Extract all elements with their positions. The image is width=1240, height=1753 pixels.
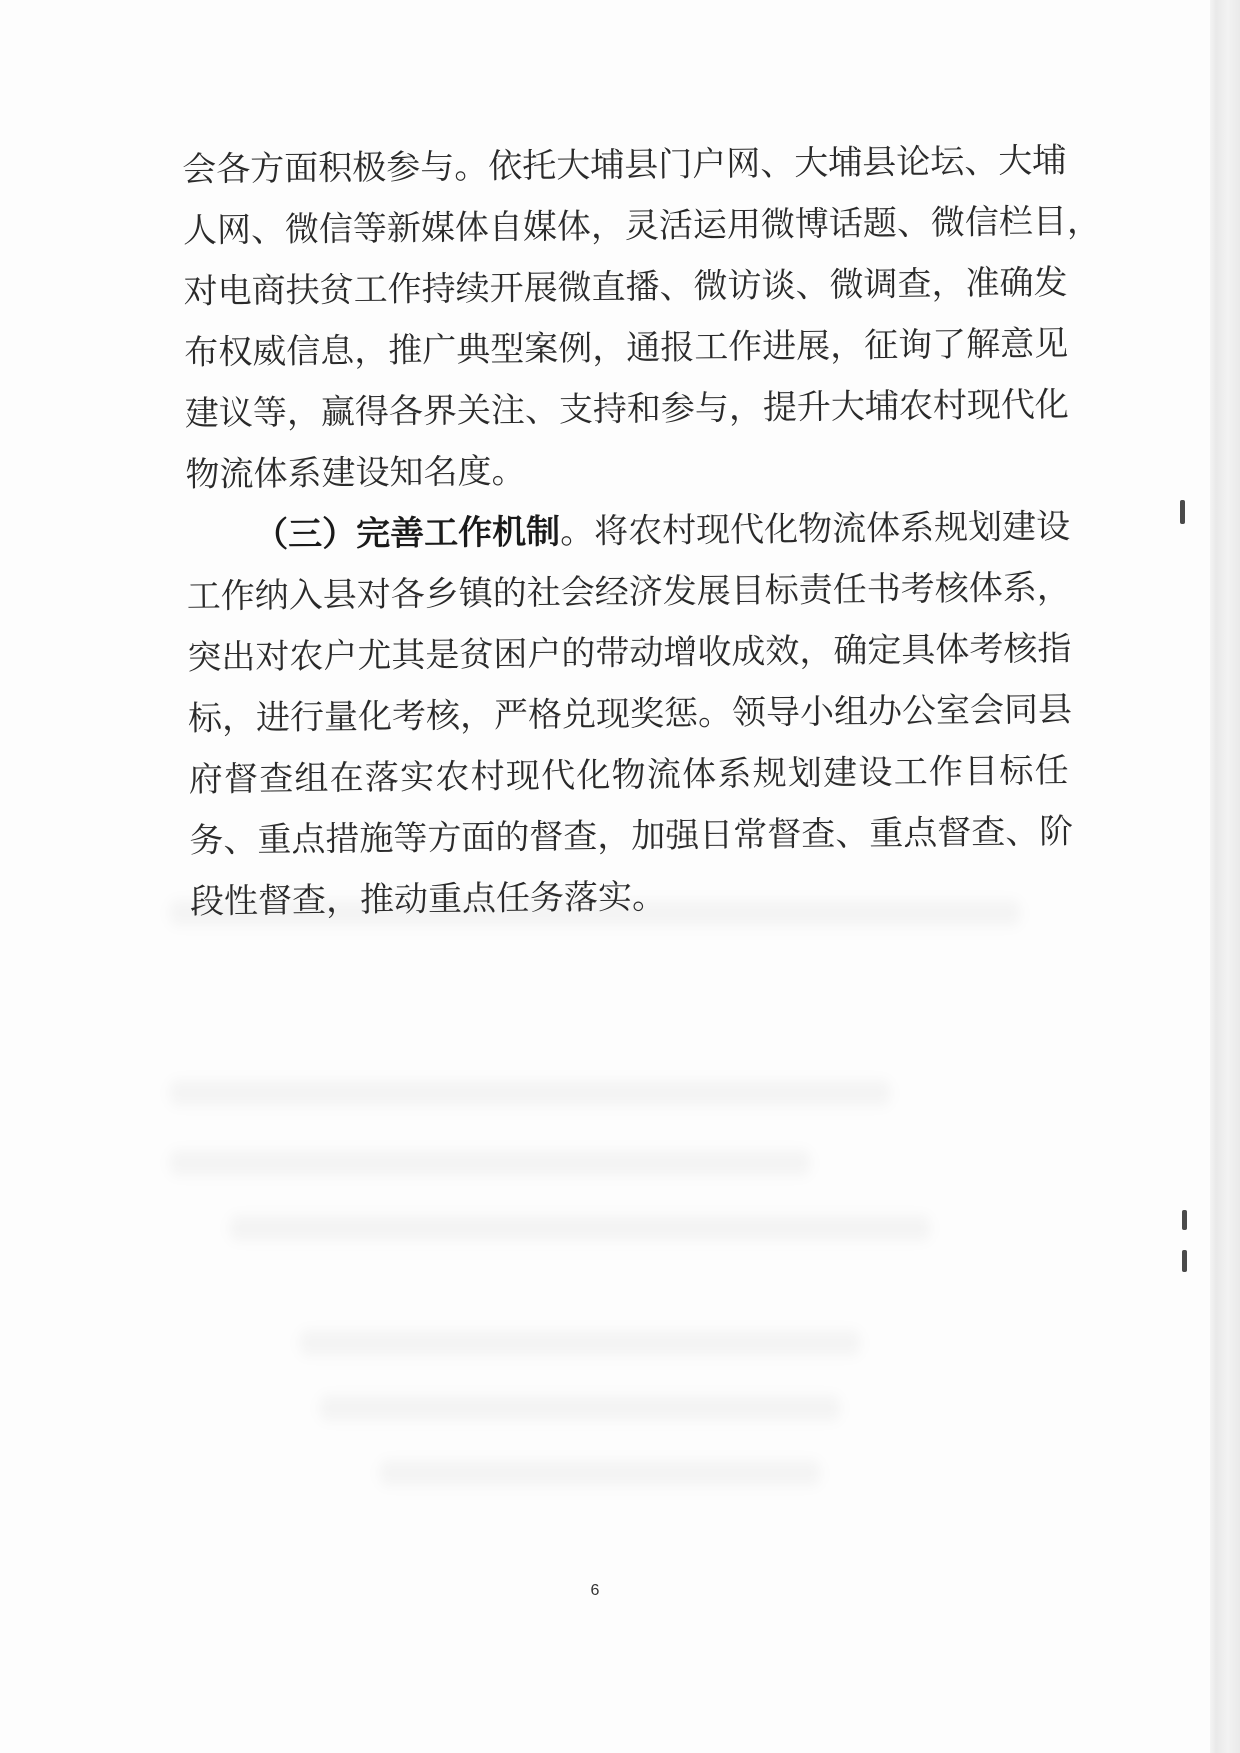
paragraph-1-line: 人网、微信等新媒体自媒体，灵活运用微博话题、微信栏目， xyxy=(182,201,1102,251)
section-heading-continuation: 。将农村现代化物流体系规划建设 xyxy=(559,506,1071,553)
bleed-through-shadow xyxy=(380,1460,820,1486)
paragraph-1-line: 建议等，赢得各界关注、支持和参与，提升大埔农村现代化 xyxy=(184,384,1070,434)
margin-mark xyxy=(1180,500,1185,524)
margin-mark xyxy=(1182,1250,1187,1272)
paragraph-2-line: 工作纳入县对各乡镇的社会经济发展目标责任书考核体系， xyxy=(186,567,1071,617)
bleed-through-shadow xyxy=(170,1150,810,1176)
paragraph-1-line: 会各方面积极参与。依托大埔县门户网、大埔县论坛、大埔 xyxy=(182,140,1067,190)
bleed-through-shadow xyxy=(170,1080,890,1106)
paragraph-2-line: 标，进行量化考核，严格兑现奖惩。领导小组办公室会同县 xyxy=(187,689,1073,739)
paragraph-2-line: 务、重点措施等方面的督查，加强日常督查、重点督查、阶 xyxy=(189,811,1074,861)
paragraph-1-line: 对电商扶贫工作持续开展微直播、微访谈、微调查，准确发 xyxy=(183,262,1068,312)
bleed-through-shadow xyxy=(230,1215,930,1241)
scan-edge-shadow xyxy=(1210,0,1240,1753)
paragraph-2-line: 段性督查，推动重点任务落实。 xyxy=(189,876,667,922)
section-heading-line xyxy=(186,497,1071,567)
section-heading: （三）完善工作机制 xyxy=(253,512,561,556)
bleed-through-shadow xyxy=(320,1395,840,1421)
bleed-through-shadow xyxy=(300,1330,860,1356)
paragraph-1-line: 布权威信息，推广典型案例，通报工作进展，征询了解意见 xyxy=(184,323,1069,373)
paragraph-2-line: 府督查组在落实农村现代化物流体系规划建设工作目标任 xyxy=(188,750,1069,800)
margin-mark xyxy=(1182,1210,1187,1230)
paragraph-2-line: 突出对农户尤其是贫困户的带动增收成效，确定具体考核指 xyxy=(187,628,1072,678)
body-text xyxy=(182,131,1102,933)
page-number: 6 xyxy=(590,1582,600,1599)
paragraph-1-line: 物流体系建设知名度。 xyxy=(185,451,526,495)
